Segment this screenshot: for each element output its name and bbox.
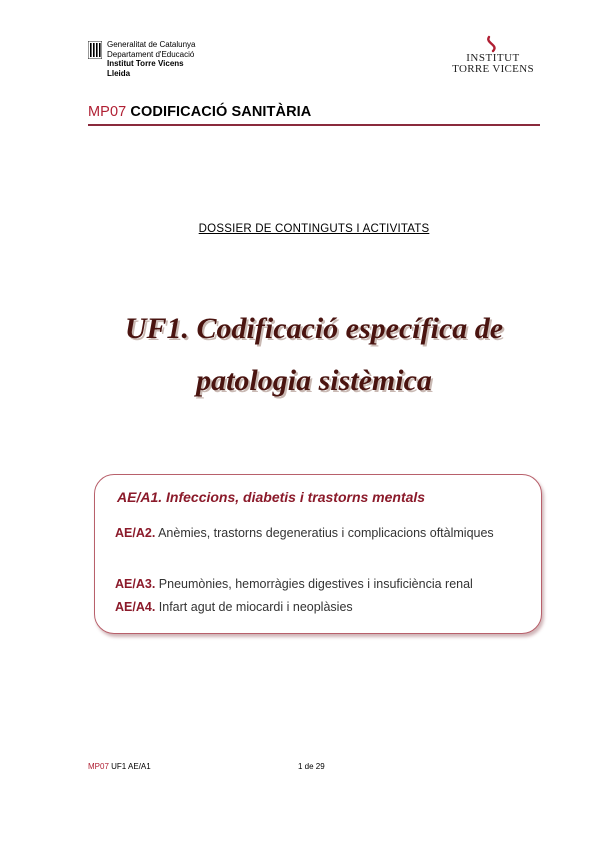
dossier-label: DOSSIER DE CONTINGUTS I ACTIVITATS: [198, 223, 430, 235]
gencat-line-3: Institut Torre Vicens: [107, 59, 184, 68]
module-divider: [88, 124, 540, 126]
footer-module-code: MP07: [88, 762, 109, 771]
activity-text: Pneumònies, hemorràgies digestives i insuficiència renal: [158, 577, 473, 591]
unit-title-line-2: patologia sistèmica: [196, 364, 432, 397]
activity-item: [115, 573, 525, 596]
gencat-stripes-icon: [88, 41, 102, 59]
activity-text: Infart agut de miocardi i neoplàsies: [158, 600, 353, 614]
footer-reference: [88, 762, 151, 771]
gencat-header: [88, 40, 196, 78]
torre-vicens-swirl-logo: [488, 37, 494, 51]
gencat-line-2: Departament d'Educació: [107, 49, 195, 59]
module-title: [88, 104, 311, 120]
activity-item: [115, 522, 525, 545]
module-name: CODIFICACIÓ SANITÀRIA: [130, 104, 312, 120]
activity-text: Anèmies, trastorns degeneratius i complicacions oftàlmiques: [158, 526, 494, 540]
activity-main: AE/A1. Infeccions, diabetis i trastorns mentals: [117, 489, 426, 505]
activity-code: AE/A2.: [115, 526, 156, 540]
institut-logo-line-1: INSTITUT: [466, 52, 520, 64]
gencat-line-4: Lleida: [107, 68, 131, 78]
unit-title-line-1: UF1. Codificació específica de: [124, 312, 504, 345]
footer-ref: UF1 AE/A1: [111, 762, 151, 771]
activity-item: [115, 596, 525, 619]
module-code: MP07: [88, 104, 127, 120]
institut-logo: [443, 35, 543, 75]
activity-code: AE/A3.: [115, 577, 156, 591]
institut-logo-line-2: TORRE VICENS: [452, 63, 534, 75]
activity-code: AE/A4.: [115, 600, 156, 614]
gencat-line-1: Generalitat de Catalunya: [107, 40, 196, 49]
activities-box: [94, 474, 542, 634]
page-number: 1 de 29: [298, 762, 325, 771]
